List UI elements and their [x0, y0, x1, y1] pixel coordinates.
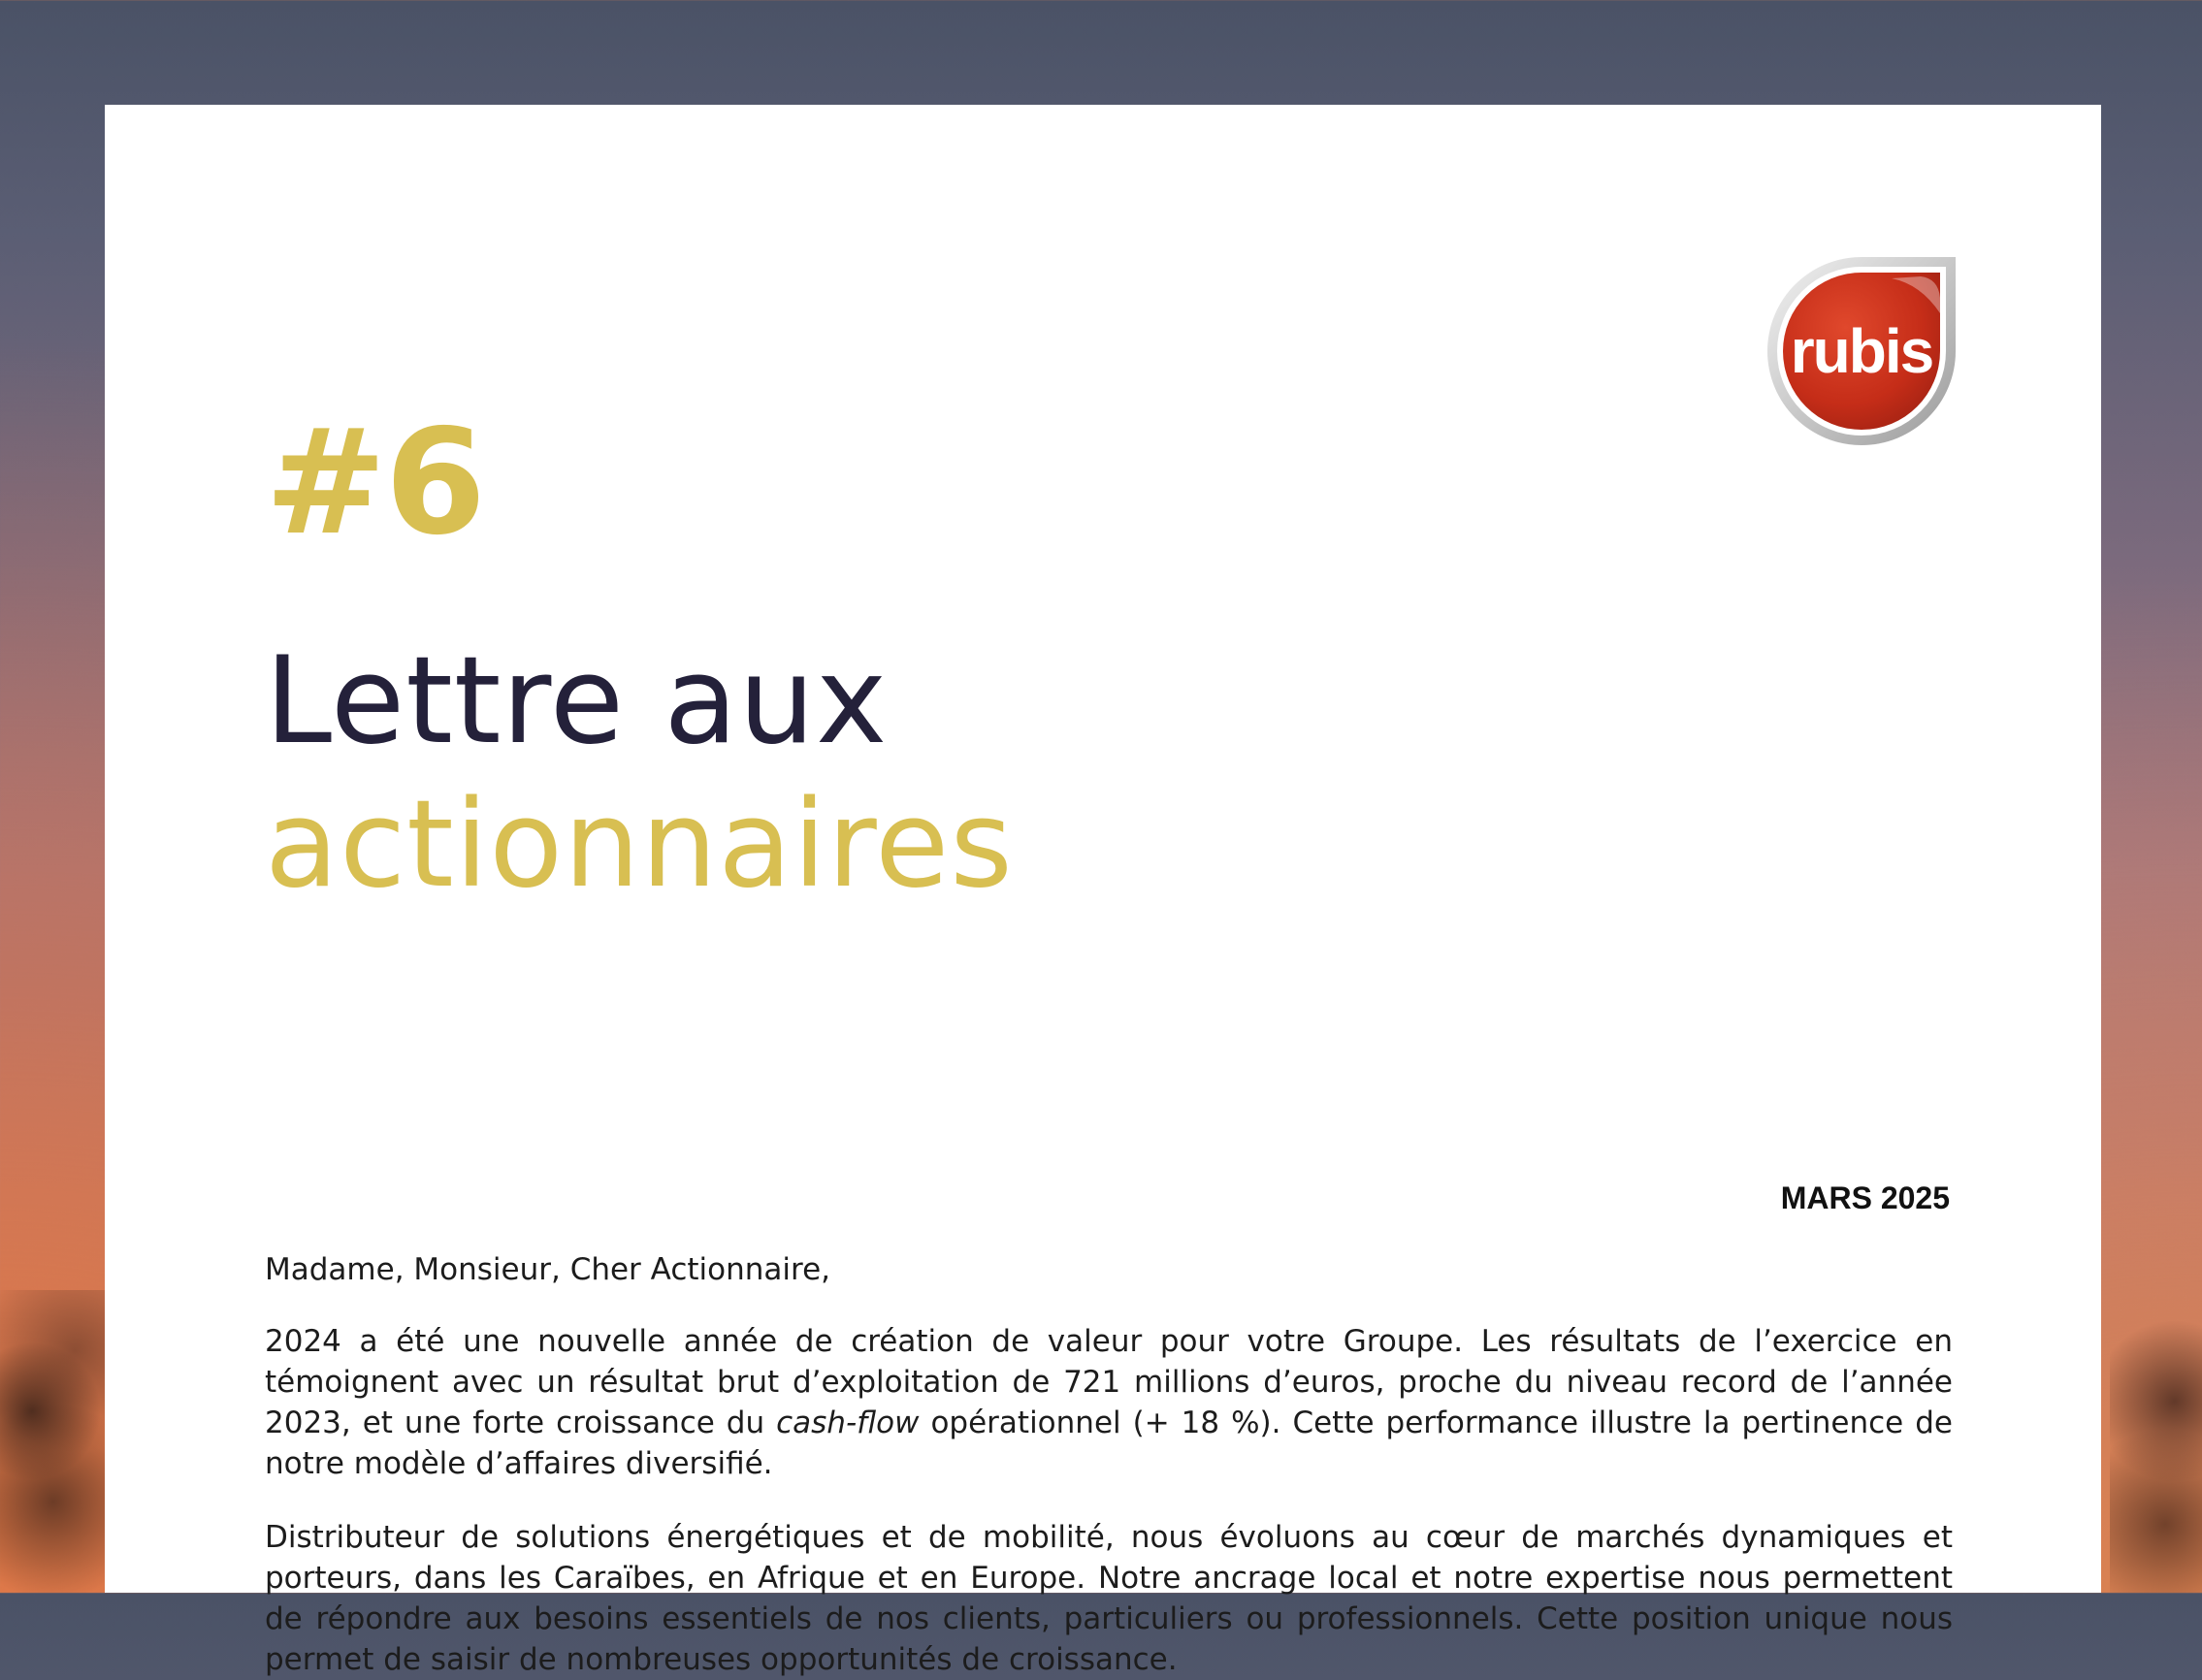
issue-number: #6	[265, 399, 485, 567]
background-tree-left	[0, 1290, 107, 1593]
paragraph-1-italic: cash-flow	[776, 1405, 920, 1440]
letter-date: MARS 2025	[1780, 1180, 1950, 1215]
paragraph-1	[265, 1321, 1953, 1484]
paragraph-1-text-b: opérationnel (+ 18 %). Cette performance illustre la pertinence de notre modèle d’affaires diversifié.	[265, 1405, 1953, 1481]
page-title-line1: Lettre aux	[265, 631, 889, 771]
rubis-logo	[1765, 255, 1958, 447]
background-tree-right	[2110, 1319, 2202, 1593]
letter-page	[105, 105, 2101, 1677]
paragraph-2: Distributeur de solutions énergétiques et de mobilité, nous évoluons au cœur de marchés dynamiques et porteurs, dans les Caraïbes, en Afrique et en Europe. Notre ancrage local et notre expertise nous permettent de répondre aux besoins essentiels de nos clients, particuliers ou professionnels. Cette position unique nous permet de saisir de nombreuses opportunités de croissance.	[265, 1520, 1953, 1677]
page-title-line2: actionnaires	[265, 775, 1014, 915]
paragraph-1-text-a: 2024 a été une nouvelle année de création de valeur pour votre Groupe. Les résultats de l’exercice en témoignent avec un résultat brut d’exploitation de 721 millions d’euros, proche du niveau record de l’année 2023, et une forte croissance du	[265, 1324, 1953, 1440]
logo-text: rubis	[1790, 316, 1933, 386]
salutation: Madame, Monsieur, Cher Actionnaire,	[265, 1252, 830, 1287]
